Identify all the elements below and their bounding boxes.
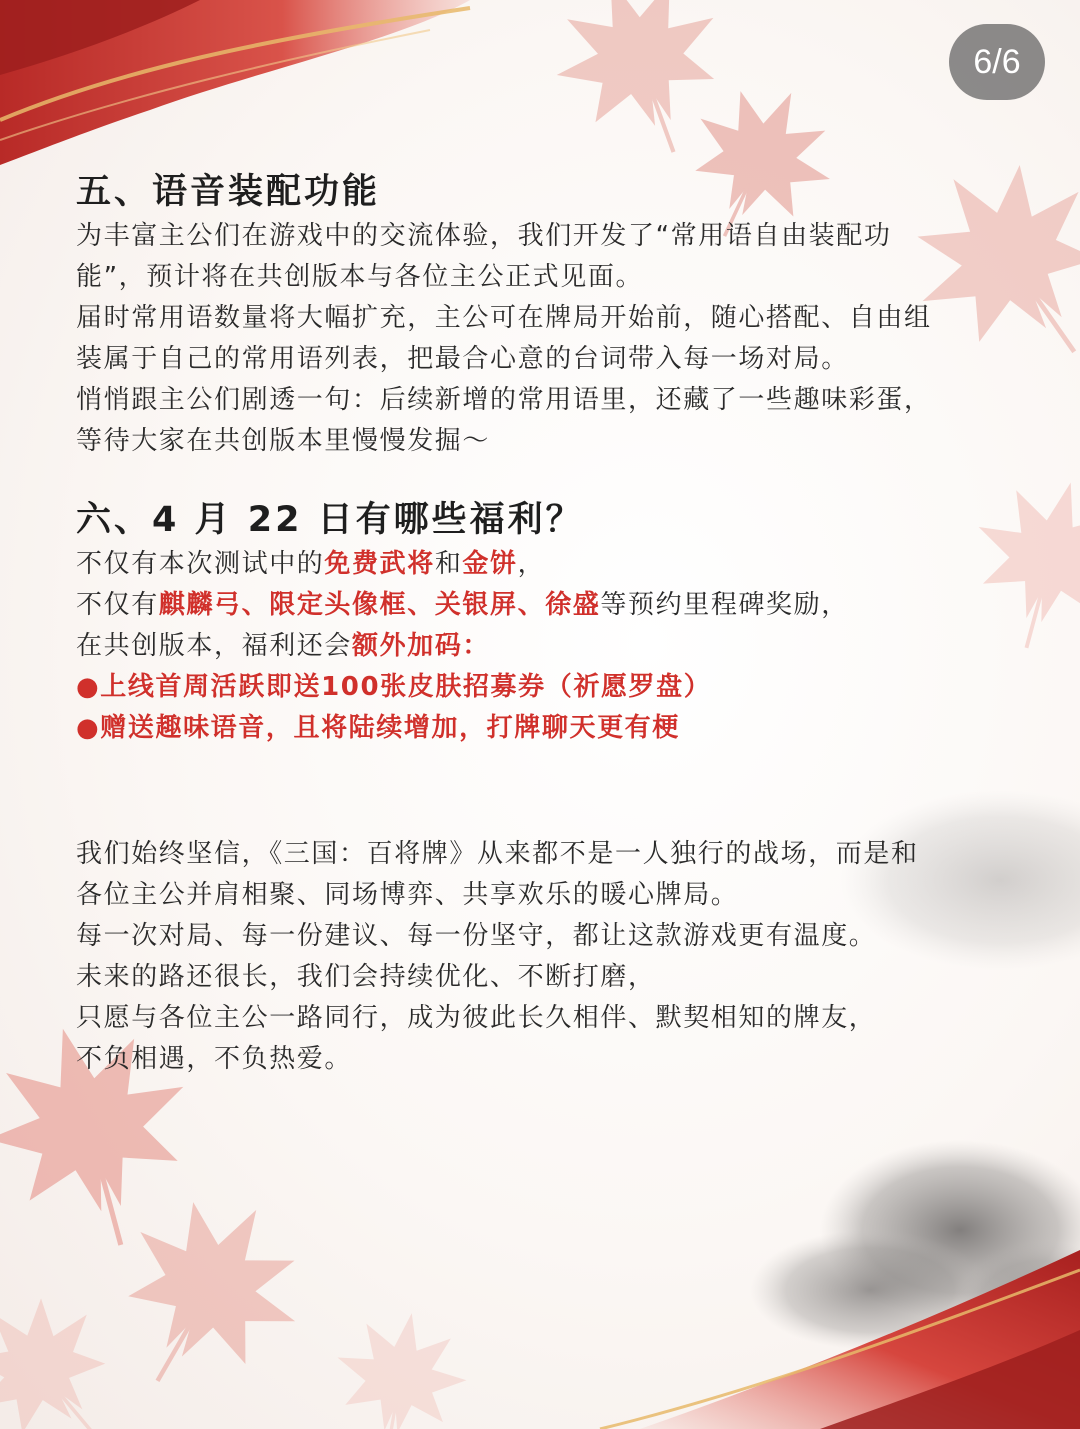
paragraph-line [76,626,1036,667]
page-indicator-badge: 6/6 [949,24,1045,100]
section-welfare [76,498,1036,749]
maple-leaf-icon [535,0,750,180]
bullet-item: ●赠送趣味语音，且将陆续增加，打牌聊天更有梗 [76,713,680,743]
paragraph-line: 只愿与各位主公一路同行，成为彼此长久相伴、默契相知的牌友， [76,1003,877,1033]
bullet-item: ●上线首周活跃即送100张皮肤招募券（祈愿罗盘） [76,672,712,702]
text-span: 和 [434,549,463,579]
section-title: 五、语音装配功能 [76,172,381,212]
paragraph-line [76,585,1036,626]
maple-leaf-icon [82,1169,330,1425]
highlight-free-general: 免费武将 [324,549,435,579]
text-span: 在共创版本，福利还会 [76,631,353,661]
paragraph-line: 等待大家在共创版本里慢慢发掘～ [76,426,491,456]
article-content [76,170,1036,1080]
paragraph-line: 届时常用语数量将大幅扩充，主公可在牌局开始前，随心搭配、自由组 [76,303,932,333]
highlight-rewards: 麒麟弓、限定头像框、关银屏、徐盛 [158,590,601,620]
paragraph-line: 悄悄跟主公们剧透一句：后续新增的常用语里，还藏了一些趣味彩蛋， [76,385,932,415]
red-ribbon-top-left [0,0,470,165]
section-closing [76,834,1036,1080]
text-span: ， [517,549,546,579]
paragraph-line: 未来的路还很长，我们会持续优化、不断打磨， [76,962,656,992]
paragraph-line: 不负相遇，不负热爱。 [76,1044,353,1074]
section-title: 六、4 月 22 日有哪些福利？ [76,500,584,540]
maple-leaf-icon [0,1270,147,1429]
paragraph-line: 能”，预计将在共创版本与各位主公正式见面。 [76,262,644,292]
paragraph-line: 我们始终坚信，《三国：百将牌》从来都不是一人独行的战场，而是和 [76,839,919,869]
text-span: 等预约里程碑奖励， [600,590,849,620]
paragraph-line: 各位主公并肩相聚、同场博弈、共享欢乐的暖心牌局。 [76,880,739,910]
paragraph-line [76,544,1036,585]
highlight-gold-cake: 金饼 [462,549,518,579]
highlight-extra-bonus: 额外加码： [352,631,491,661]
paragraph-line: 为丰富主公们在游戏中的交流体验，我们开发了“常用语自由装配功 [76,221,892,251]
maple-leaf-icon [324,1304,474,1429]
text-span: 不仅有本次测试中的 [76,549,325,579]
section-voice-config [76,170,1036,462]
paragraph-line: 每一次对局、每一份建议、每一份坚守，都让这款游戏更有温度。 [76,921,877,951]
text-span: 不仅有 [76,590,159,620]
paragraph-line: 装属于自己的常用语列表，把最合心意的台词带入每一场对局。 [76,344,849,374]
